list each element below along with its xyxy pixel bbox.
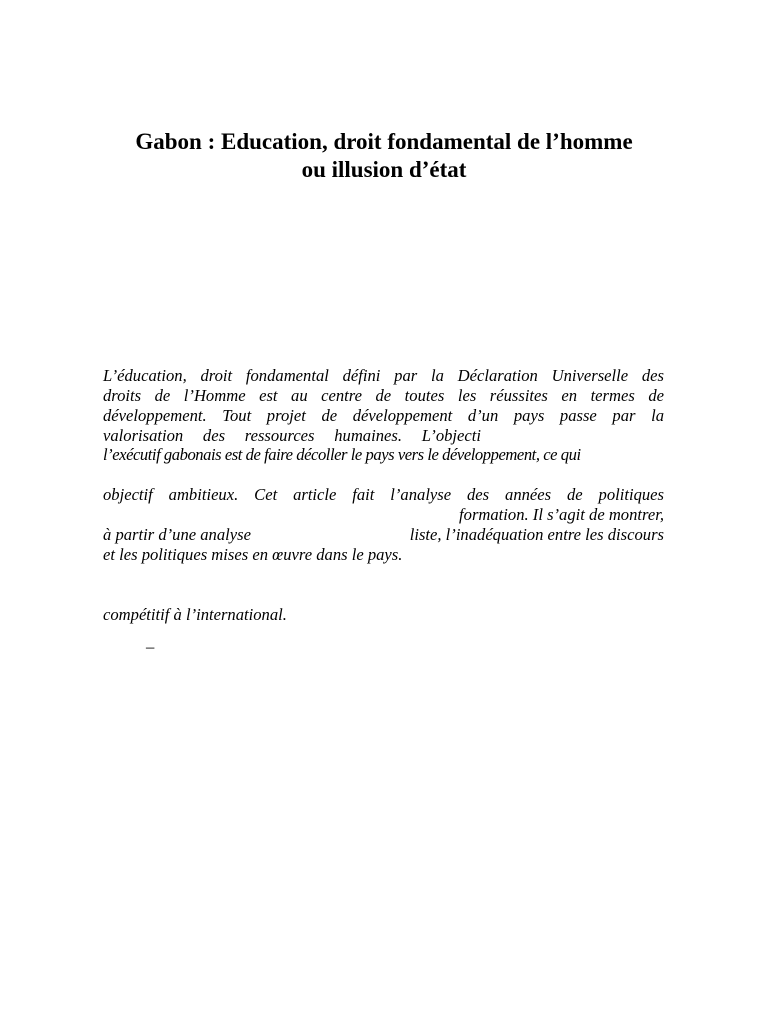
abstract-line-3: développement. Tout projet de développement d’un pays passe par la — [103, 406, 664, 425]
abstract-line-1: L’éducation, droit fondamental défini par la Déclaration Universelle des — [103, 366, 664, 385]
abstract-line-6: objectif ambitieux. Cet article fait l’analyse des années de politiques — [103, 485, 664, 504]
abstract-line-8b: liste, l’inadéquation entre les discours — [409, 525, 664, 544]
abstract-line-4: valorisation des ressources humaines. L’objecti — [103, 426, 481, 445]
abstract-line-7: formation. Il s’agit de montrer, — [459, 505, 664, 524]
abstract-line-2: droits de l’Homme est au centre de toutes les réussites en termes de — [103, 386, 664, 405]
document-title-line-2: ou illusion d’état — [301, 157, 467, 182]
abstract-line-5: l’exécutif gabonais est de faire décoller le pays vers le développement, ce qui — [103, 445, 581, 464]
abstract-line-9: et les politiques mises en œuvre dans le pays. — [103, 545, 403, 564]
abstract-line-10: compétitif à l’international. — [103, 605, 287, 624]
abstract-line-8a: à partir d’une analyse — [103, 525, 251, 544]
document-title-line-1: Gabon : Education, droit fondamental de l’homme — [135, 129, 633, 154]
dash-mark: – — [146, 637, 155, 656]
